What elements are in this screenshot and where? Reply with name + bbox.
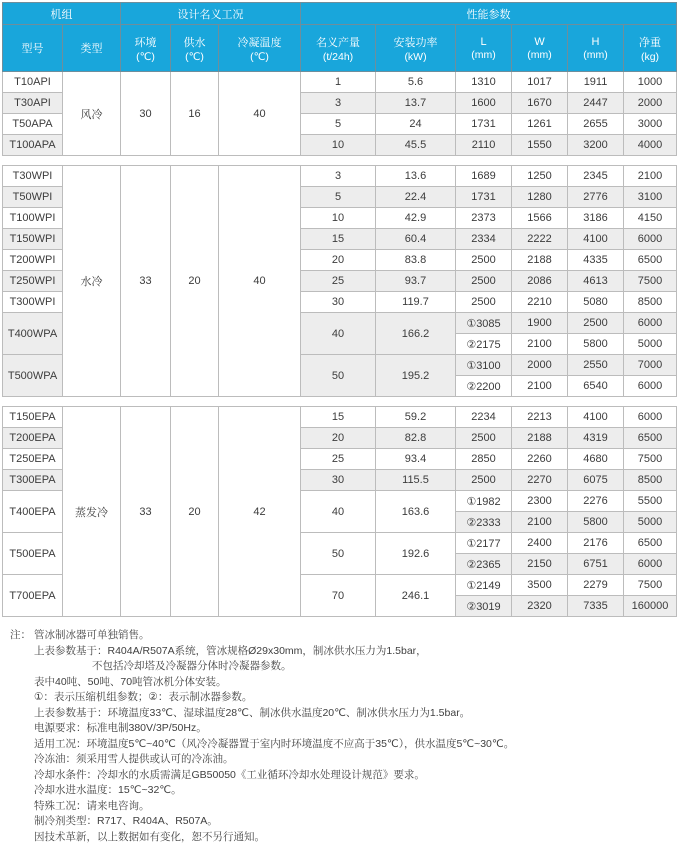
weight-cell: 2000 <box>624 93 677 114</box>
condensing-cell: 42 <box>219 407 301 617</box>
model-cell: T30WPI <box>3 166 63 187</box>
col-length: L (mm) <box>456 25 512 72</box>
header-columns-row <box>3 25 677 72</box>
capacity-cell: 30 <box>301 292 376 313</box>
length-cell: ①1982 <box>456 491 512 512</box>
width-cell: 2000 <box>512 355 568 376</box>
header-group-design-conditions: 设计名义工况 <box>121 3 301 25</box>
height-cell: 1911 <box>568 72 624 93</box>
col-supply: 供水 (℃) <box>171 25 219 72</box>
block-gap <box>2 397 676 406</box>
ambient-cell: 30 <box>121 72 171 156</box>
power-cell: 115.5 <box>376 470 456 491</box>
height-cell: 2176 <box>568 533 624 554</box>
capacity-cell: 1 <box>301 72 376 93</box>
width-cell: 2270 <box>512 470 568 491</box>
air-cooled-table <box>2 2 677 156</box>
width-cell: 2400 <box>512 533 568 554</box>
width-cell: 2150 <box>512 554 568 575</box>
width-cell: 2210 <box>512 292 568 313</box>
note-text: 管冰制冰器可单独销售。 <box>34 629 150 641</box>
air-cooled-body <box>3 72 677 156</box>
height-cell: 4319 <box>568 428 624 449</box>
weight-cell: 8500 <box>624 292 677 313</box>
height-cell: 4100 <box>568 229 624 250</box>
length-cell: ②2175 <box>456 334 512 355</box>
water-cooled-table <box>2 165 677 397</box>
note-line: 上表参数基于：R404A/R507A系统，管冰规格Ø29x30mm，制冰供水压力为1.5bar， <box>34 644 427 657</box>
length-cell: 2500 <box>456 292 512 313</box>
power-cell: 82.8 <box>376 428 456 449</box>
length-cell: 2500 <box>456 250 512 271</box>
weight-cell: 1000 <box>624 72 677 93</box>
weight-cell: 6000 <box>624 554 677 575</box>
weight-cell: 7000 <box>624 355 677 376</box>
length-cell: ①2177 <box>456 533 512 554</box>
header-group-row <box>3 3 677 25</box>
capacity-cell: 20 <box>301 428 376 449</box>
power-cell: 83.8 <box>376 250 456 271</box>
water-cooled-body <box>3 166 677 397</box>
capacity-cell: 10 <box>301 208 376 229</box>
evaporative-body <box>3 407 677 617</box>
power-cell: 246.1 <box>376 575 456 617</box>
note-line: 电源要求：标准电制380V/3P/50Hz。 <box>34 722 207 734</box>
weight-cell: 7500 <box>624 271 677 292</box>
height-cell: 7335 <box>568 596 624 617</box>
capacity-cell: 40 <box>301 313 376 355</box>
width-cell: 2188 <box>512 428 568 449</box>
height-cell: 2655 <box>568 114 624 135</box>
model-cell: T50APA <box>3 114 63 135</box>
note-line: 表中40吨、50吨、70吨管冰机分体安装。 <box>34 675 227 688</box>
length-cell: 2373 <box>456 208 512 229</box>
width-cell: 1900 <box>512 313 568 334</box>
model-cell: T150WPI <box>3 229 63 250</box>
width-cell: 2100 <box>512 512 568 533</box>
weight-cell: 4150 <box>624 208 677 229</box>
type-cell: 风冷 <box>63 72 121 156</box>
model-cell: T200WPI <box>3 250 63 271</box>
model-cell: T150EPA <box>3 407 63 428</box>
width-cell: 1261 <box>512 114 568 135</box>
model-cell: T300WPI <box>3 292 63 313</box>
length-cell: 2110 <box>456 135 512 156</box>
power-cell: 59.2 <box>376 407 456 428</box>
height-cell: 3186 <box>568 208 624 229</box>
capacity-cell: 3 <box>301 166 376 187</box>
power-cell: 192.6 <box>376 533 456 575</box>
col-type: 类型 <box>63 25 121 72</box>
model-cell: T500WPA <box>3 355 63 397</box>
width-cell: 1280 <box>512 187 568 208</box>
height-cell: 6075 <box>568 470 624 491</box>
note-line: ①：表示压缩机组参数；②：表示制冰器参数。 <box>34 691 253 703</box>
weight-cell: 7500 <box>624 575 677 596</box>
length-cell: 2334 <box>456 229 512 250</box>
type-cell: 水冷 <box>63 166 121 397</box>
power-cell: 93.4 <box>376 449 456 470</box>
notes-section <box>10 628 676 845</box>
height-cell: 2776 <box>568 187 624 208</box>
capacity-cell: 10 <box>301 135 376 156</box>
ambient-cell: 33 <box>121 166 171 397</box>
col-condensing: 冷凝温度 (℃) <box>219 25 301 72</box>
width-cell: 2086 <box>512 271 568 292</box>
note-line: 冷却水条件：冷却水的水质需满足GB50050《工业循环冷却水处理设计规范》要求。 <box>34 768 425 781</box>
height-cell: 2447 <box>568 93 624 114</box>
weight-cell: 5500 <box>624 491 677 512</box>
capacity-cell: 70 <box>301 575 376 617</box>
length-cell: 1310 <box>456 72 512 93</box>
note-line: 因技术革新，以上数据如有变化，恕不另行通知。 <box>34 830 265 843</box>
capacity-cell: 5 <box>301 114 376 135</box>
weight-cell: 7500 <box>624 449 677 470</box>
power-cell: 22.4 <box>376 187 456 208</box>
note-line: 上表参数基于：环境温度33℃、湿球温度28℃、制冰供水温度20℃、制冰供水压力为1.5bar。 <box>34 706 471 719</box>
model-cell: T400WPA <box>3 313 63 355</box>
length-cell: 1689 <box>456 166 512 187</box>
weight-cell: 6000 <box>624 376 677 397</box>
col-capacity: 名义产量 (t/24h) <box>301 25 376 72</box>
width-cell: 2213 <box>512 407 568 428</box>
model-cell: T30API <box>3 93 63 114</box>
capacity-cell: 15 <box>301 407 376 428</box>
weight-cell: 3000 <box>624 114 677 135</box>
col-height: H (mm) <box>568 25 624 72</box>
power-cell: 5.6 <box>376 72 456 93</box>
height-cell: 4613 <box>568 271 624 292</box>
weight-cell: 5000 <box>624 512 677 533</box>
power-cell: 93.7 <box>376 271 456 292</box>
header-group-performance: 性能参数 <box>301 3 677 25</box>
capacity-cell: 25 <box>301 449 376 470</box>
weight-cell: 6000 <box>624 313 677 334</box>
note-line: 冷却水进水温度：15℃~32℃。 <box>34 784 182 796</box>
width-cell: 2260 <box>512 449 568 470</box>
length-cell: ①2149 <box>456 575 512 596</box>
header-group-unit: 机组 <box>3 3 121 25</box>
power-cell: 195.2 <box>376 355 456 397</box>
capacity-cell: 50 <box>301 533 376 575</box>
height-cell: 5800 <box>568 512 624 533</box>
height-cell: 2345 <box>568 166 624 187</box>
capacity-cell: 20 <box>301 250 376 271</box>
model-cell: T500EPA <box>3 533 63 575</box>
length-cell: 1731 <box>456 114 512 135</box>
width-cell: 2300 <box>512 491 568 512</box>
height-cell: 4680 <box>568 449 624 470</box>
weight-cell: 8500 <box>624 470 677 491</box>
notes-label: 注： <box>10 629 31 641</box>
width-cell: 2320 <box>512 596 568 617</box>
note-line: 特殊工况：请来电咨询。 <box>34 799 150 812</box>
weight-cell: 3100 <box>624 187 677 208</box>
height-cell: 2500 <box>568 313 624 334</box>
model-cell: T400EPA <box>3 491 63 533</box>
weight-cell: 6500 <box>624 533 677 554</box>
weight-cell: 6500 <box>624 428 677 449</box>
weight-cell: 160000 <box>624 596 677 617</box>
block-gap <box>2 156 676 165</box>
power-cell: 13.6 <box>376 166 456 187</box>
supply-cell: 20 <box>171 407 219 617</box>
condensing-cell: 40 <box>219 72 301 156</box>
model-cell: T700EPA <box>3 575 63 617</box>
col-power: 安装功率 (kW) <box>376 25 456 72</box>
width-cell: 3500 <box>512 575 568 596</box>
supply-cell: 20 <box>171 166 219 397</box>
weight-cell: 6000 <box>624 229 677 250</box>
capacity-cell: 50 <box>301 355 376 397</box>
power-cell: 60.4 <box>376 229 456 250</box>
col-model: 型号 <box>3 25 63 72</box>
condensing-cell: 40 <box>219 166 301 397</box>
length-cell: 2500 <box>456 470 512 491</box>
col-width: W (mm) <box>512 25 568 72</box>
length-cell: ②2333 <box>456 512 512 533</box>
height-cell: 5800 <box>568 334 624 355</box>
model-cell: T200EPA <box>3 428 63 449</box>
weight-cell: 5000 <box>624 334 677 355</box>
capacity-cell: 3 <box>301 93 376 114</box>
power-cell: 24 <box>376 114 456 135</box>
width-cell: 2100 <box>512 376 568 397</box>
capacity-cell: 25 <box>301 271 376 292</box>
table-row <box>3 166 677 187</box>
power-cell: 42.9 <box>376 208 456 229</box>
table-row <box>3 72 677 93</box>
note-line: 不包括冷却塔及冷凝器分体时冷凝器参数。 <box>92 660 292 672</box>
capacity-cell: 30 <box>301 470 376 491</box>
note-line: 制冷剂类型：R717、R404A、R507A。 <box>34 815 218 827</box>
weight-cell: 4000 <box>624 135 677 156</box>
height-cell: 2550 <box>568 355 624 376</box>
height-cell: 2279 <box>568 575 624 596</box>
height-cell: 4335 <box>568 250 624 271</box>
note-line <box>10 628 676 644</box>
table-header <box>3 3 677 72</box>
power-cell: 45.5 <box>376 135 456 156</box>
weight-cell: 2100 <box>624 166 677 187</box>
width-cell: 2222 <box>512 229 568 250</box>
power-cell: 163.6 <box>376 491 456 533</box>
weight-cell: 6000 <box>624 407 677 428</box>
col-weight: 净重 (kg) <box>624 25 677 72</box>
height-cell: 5080 <box>568 292 624 313</box>
width-cell: 1670 <box>512 93 568 114</box>
height-cell: 4100 <box>568 407 624 428</box>
note-line: 冷冻油：须采用雪人提供或认可的冷冻油。 <box>34 753 234 765</box>
model-cell: T50WPI <box>3 187 63 208</box>
length-cell: 2500 <box>456 271 512 292</box>
length-cell: 1600 <box>456 93 512 114</box>
evaporative-table <box>2 406 677 617</box>
width-cell: 1550 <box>512 135 568 156</box>
length-cell: ②2365 <box>456 554 512 575</box>
length-cell: ②3019 <box>456 596 512 617</box>
width-cell: 2100 <box>512 334 568 355</box>
power-cell: 13.7 <box>376 93 456 114</box>
table-row <box>3 407 677 428</box>
height-cell: 3200 <box>568 135 624 156</box>
length-cell: 2500 <box>456 428 512 449</box>
type-cell: 蒸发冷 <box>63 407 121 617</box>
width-cell: 1017 <box>512 72 568 93</box>
model-cell: T250WPI <box>3 271 63 292</box>
model-cell: T100WPI <box>3 208 63 229</box>
height-cell: 6751 <box>568 554 624 575</box>
power-cell: 119.7 <box>376 292 456 313</box>
capacity-cell: 15 <box>301 229 376 250</box>
length-cell: 2850 <box>456 449 512 470</box>
length-cell: 1731 <box>456 187 512 208</box>
weight-cell: 6500 <box>624 250 677 271</box>
note-line: 适用工况：环境温度5℃~40℃（风冷冷凝器置于室内时环境温度不应高于35℃），供水温度5℃~30℃。 <box>34 737 515 750</box>
capacity-cell: 40 <box>301 491 376 533</box>
width-cell: 1566 <box>512 208 568 229</box>
model-cell: T250EPA <box>3 449 63 470</box>
model-cell: T10API <box>3 72 63 93</box>
ambient-cell: 33 <box>121 407 171 617</box>
power-cell: 166.2 <box>376 313 456 355</box>
height-cell: 2276 <box>568 491 624 512</box>
width-cell: 1250 <box>512 166 568 187</box>
col-ambient: 环境 (℃) <box>121 25 171 72</box>
model-cell: T100APA <box>3 135 63 156</box>
model-cell: T300EPA <box>3 470 63 491</box>
supply-cell: 16 <box>171 72 219 156</box>
length-cell: ①3100 <box>456 355 512 376</box>
length-cell: 2234 <box>456 407 512 428</box>
length-cell: ①3085 <box>456 313 512 334</box>
width-cell: 2188 <box>512 250 568 271</box>
length-cell: ②2200 <box>456 376 512 397</box>
capacity-cell: 5 <box>301 187 376 208</box>
height-cell: 6540 <box>568 376 624 397</box>
